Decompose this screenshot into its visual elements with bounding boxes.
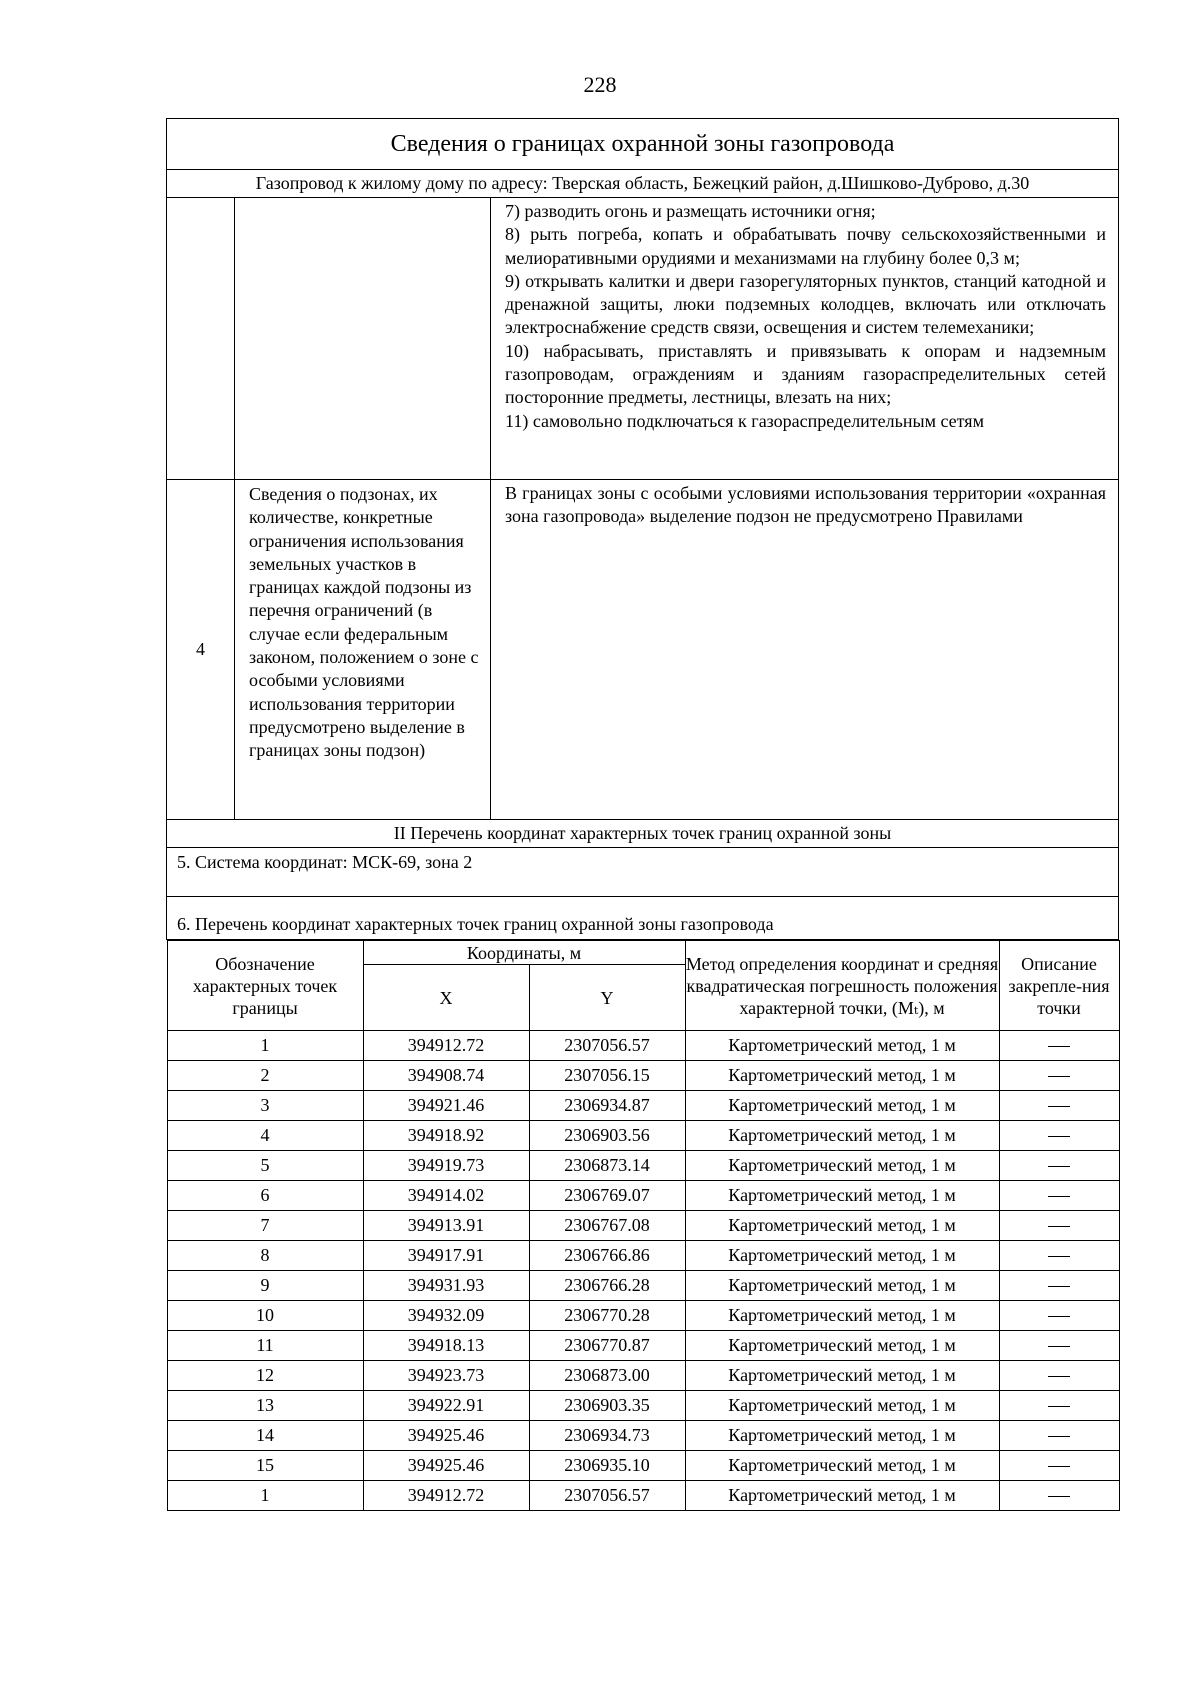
table-row	[167, 1091, 1119, 1121]
page-number: 228	[583, 72, 617, 97]
cell-id: 3	[167, 1091, 363, 1121]
coordinates-rows	[167, 1031, 1119, 1511]
table-row	[167, 1151, 1119, 1181]
cell-id: 4	[167, 1121, 363, 1151]
dash-icon	[1048, 1496, 1070, 1497]
header-coordinates: Координаты, м	[363, 941, 685, 965]
cell-method: Картометрический метод, 1 м	[685, 1211, 999, 1241]
dash-icon	[1048, 1346, 1070, 1347]
cell-method: Картометрический метод, 1 м	[685, 1271, 999, 1301]
cell-description	[999, 1211, 1119, 1241]
header-method: Метод определения координат и средняя квадратическая погрешность положения характерной точки, (Mₜ), м	[685, 941, 999, 1031]
restrictions-list	[491, 198, 1119, 480]
row4-number: 4	[167, 480, 235, 820]
cell-method: Картометрический метод, 1 м	[685, 1361, 999, 1391]
table-row	[167, 1271, 1119, 1301]
cell-y: 2306769.07	[529, 1181, 685, 1211]
cell-description	[999, 1391, 1119, 1421]
header-x: X	[363, 965, 529, 1031]
cell-id: 1	[167, 1481, 363, 1511]
cell-description	[999, 1151, 1119, 1181]
cell-method: Картометрический метод, 1 м	[685, 1421, 999, 1451]
cell-y: 2306934.73	[529, 1421, 685, 1451]
restriction-item: 8) рыть погреба, копать и обрабатывать почву сельскохозяйственными и мелиоративными орудиями и механизмами на глубину более 0,3 м;	[505, 224, 1107, 268]
cell-description	[999, 1181, 1119, 1211]
cell-description	[999, 1121, 1119, 1151]
cell-y: 2306903.35	[529, 1391, 685, 1421]
cell-method: Картометрический метод, 1 м	[685, 1031, 999, 1061]
dash-icon	[1048, 1076, 1070, 1077]
cell-y: 2306770.28	[529, 1301, 685, 1331]
cell-y: 2307056.57	[529, 1481, 685, 1511]
dash-icon	[1048, 1136, 1070, 1137]
coordinates-table	[167, 940, 1120, 1511]
cell-method: Картометрический метод, 1 м	[685, 1451, 999, 1481]
cell-description	[999, 1421, 1119, 1451]
restriction-item: 9) открывать калитки и двери газорегуляторных пунктов, станций катодной и дренажной защиты, люки подземных колодцев, включать или отключать электроснабжение средств связи, освещения и систем телемеханики;	[505, 270, 1107, 338]
cell-x: 394913.91	[363, 1211, 529, 1241]
cell-x: 394922.91	[363, 1391, 529, 1421]
cell-x: 394925.46	[363, 1421, 529, 1451]
document-title: Сведения о границах охранной зоны газопровода	[167, 119, 1119, 170]
cell-id: 10	[167, 1301, 363, 1331]
cell-x: 394917.91	[363, 1241, 529, 1271]
cell-id: 2	[167, 1061, 363, 1091]
cell-y: 2306766.28	[529, 1271, 685, 1301]
dash-icon	[1048, 1406, 1070, 1407]
cell-x: 394918.92	[363, 1121, 529, 1151]
dash-icon	[1048, 1436, 1070, 1437]
dash-icon	[1048, 1166, 1070, 1167]
cell-x: 394931.93	[363, 1271, 529, 1301]
cell-x: 394919.73	[363, 1151, 529, 1181]
restriction-item: 10) набрасывать, приставлять и привязывать к опорам и надземным газопроводам, ограждениям и зданиям газораспределительных сетей посторонние предметы, лестницы, влезать на них;	[505, 340, 1107, 408]
cell-x: 394921.46	[363, 1091, 529, 1121]
cell-x: 394912.72	[363, 1481, 529, 1511]
cell-method: Картометрический метод, 1 м	[685, 1481, 999, 1511]
cell-x: 394912.72	[363, 1031, 529, 1061]
cell-description	[999, 1031, 1119, 1061]
cell-method: Картометрический метод, 1 м	[685, 1241, 999, 1271]
cell-description	[999, 1481, 1119, 1511]
cell-description	[999, 1091, 1119, 1121]
cell-method: Картометрический метод, 1 м	[685, 1091, 999, 1121]
header-description: Описание закрепле-ния точки	[999, 941, 1119, 1031]
table-row	[167, 1241, 1119, 1271]
cell-x: 394932.09	[363, 1301, 529, 1331]
cell-description	[999, 1061, 1119, 1091]
table-row	[167, 1481, 1119, 1511]
row4-name: Сведения о подзонах, их количестве, конкретные ограничения использования земельных участков в границах каждой подзоны из перечня ограничений (в случае если федеральным законом, положением о зоне с особыми условиями использования территории предусмотрено выделение в границах зоны подзон)	[235, 480, 491, 820]
dash-icon	[1048, 1376, 1070, 1377]
cell-x: 394925.46	[363, 1451, 529, 1481]
cell-method: Картометрический метод, 1 м	[685, 1151, 999, 1181]
table-row	[167, 1211, 1119, 1241]
row4-content: В границах зоны с особыми условиями использования территории «охранная зона газопровода» выделение подзон не предусмотрено Правилами	[491, 480, 1119, 820]
section-2-title: II Перечень координат характерных точек границ охранной зоны	[167, 820, 1119, 848]
table-row	[167, 1451, 1119, 1481]
dash-icon	[1048, 1256, 1070, 1257]
cell-description	[999, 1361, 1119, 1391]
zone-info-table	[166, 118, 1119, 1511]
cell-id: 1	[167, 1031, 363, 1061]
cell-method: Картометрический метод, 1 м	[685, 1301, 999, 1331]
cell-method: Картометрический метод, 1 м	[685, 1391, 999, 1421]
header-designation: Обозначение характерных точек границы	[167, 941, 363, 1031]
cell-y: 2306934.87	[529, 1091, 685, 1121]
cell-id: 5	[167, 1151, 363, 1181]
dash-icon	[1048, 1466, 1070, 1467]
cell-id: 9	[167, 1271, 363, 1301]
cell-x: 394908.74	[363, 1061, 529, 1091]
cell-method: Картометрический метод, 1 м	[685, 1181, 999, 1211]
pipeline-address: Газопровод к жилому дому по адресу: Тверская область, Бежецкий район, д.Шишково-Дуброво, д.30	[167, 170, 1119, 198]
table-row	[167, 1031, 1119, 1061]
cell-x: 394923.73	[363, 1361, 529, 1391]
cell-x: 394914.02	[363, 1181, 529, 1211]
cell-description	[999, 1451, 1119, 1481]
table-row	[167, 1181, 1119, 1211]
table-row	[167, 1061, 1119, 1091]
cell-description	[999, 1331, 1119, 1361]
cell-method: Картометрический метод, 1 м	[685, 1121, 999, 1151]
table-row	[167, 1301, 1119, 1331]
cell-y: 2306767.08	[529, 1211, 685, 1241]
cell-x: 394918.13	[363, 1331, 529, 1361]
dash-icon	[1048, 1106, 1070, 1107]
cell-id: 13	[167, 1391, 363, 1421]
cell-id: 8	[167, 1241, 363, 1271]
table-row	[167, 1121, 1119, 1151]
cell-description	[999, 1241, 1119, 1271]
dash-icon	[1048, 1286, 1070, 1287]
table-row	[167, 1361, 1119, 1391]
cell-y: 2306770.87	[529, 1331, 685, 1361]
dash-icon	[1048, 1046, 1070, 1047]
cell-description	[999, 1301, 1119, 1331]
cell-id: 11	[167, 1331, 363, 1361]
dash-icon	[1048, 1196, 1070, 1197]
cell-id: 12	[167, 1361, 363, 1391]
cell-y: 2306903.56	[529, 1121, 685, 1151]
table-row	[167, 1391, 1119, 1421]
coordinate-system: 5. Система координат: МСК-69, зона 2	[167, 848, 1119, 897]
cell-id: 7	[167, 1211, 363, 1241]
cell-y: 2307056.57	[529, 1031, 685, 1061]
cell-y: 2306873.00	[529, 1361, 685, 1391]
dash-icon	[1048, 1226, 1070, 1227]
cell-id: 6	[167, 1181, 363, 1211]
coordinate-list-title: 6. Перечень координат характерных точек границ охранной зоны газопровода	[167, 897, 1119, 940]
restriction-item: 11) самовольно подключаться к газораспределительным сетям	[505, 410, 984, 431]
table-row	[167, 1421, 1119, 1451]
header-y: Y	[529, 965, 685, 1031]
row3-number-cell	[167, 198, 235, 480]
cell-id: 14	[167, 1421, 363, 1451]
cell-y: 2306766.86	[529, 1241, 685, 1271]
row3-name-cell	[235, 198, 491, 480]
dash-icon	[1048, 1316, 1070, 1317]
cell-y: 2306935.10	[529, 1451, 685, 1481]
cell-y: 2306873.14	[529, 1151, 685, 1181]
cell-description	[999, 1271, 1119, 1301]
table-row	[167, 1331, 1119, 1361]
cell-method: Картометрический метод, 1 м	[685, 1331, 999, 1361]
restriction-item: 7) разводить огонь и размещать источники огня;	[505, 201, 876, 221]
cell-id: 15	[167, 1451, 363, 1481]
cell-method: Картометрический метод, 1 м	[685, 1061, 999, 1091]
cell-y: 2307056.15	[529, 1061, 685, 1091]
